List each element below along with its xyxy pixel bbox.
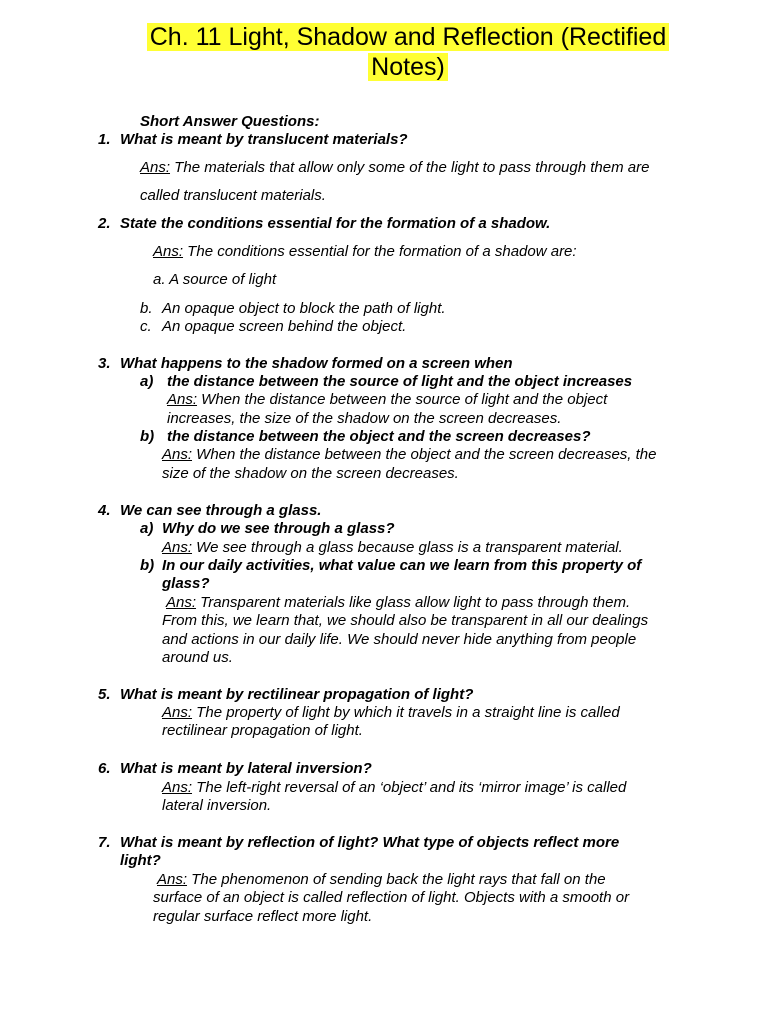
question-4a-marker: a): [140, 520, 154, 537]
question-5-answer: [162, 704, 620, 721]
question-6-number: 6.: [98, 760, 111, 777]
question-4b-text-line-2: glass?: [162, 575, 210, 592]
answer-text: The conditions essential for the formation of a shadow are:: [183, 243, 577, 260]
question-7-answer-line-2: surface of an object is called reflection of light. Objects with a smooth or: [153, 889, 630, 906]
question-6-text: What is meant by lateral inversion?: [120, 760, 372, 777]
answer-text: The property of light by which it travels in a straight line is called: [192, 704, 620, 721]
answer-label: Ans:: [157, 871, 188, 888]
question-2-item-c: An opaque screen behind the object.: [162, 318, 407, 335]
answer-label: Ans:: [162, 779, 193, 796]
question-4-number: 4.: [98, 502, 111, 519]
title-line-1: Ch. 11 Light, Shadow and Reflection (Rectified: [147, 23, 670, 51]
question-3b-answer: [162, 446, 656, 463]
answer-text: We see through a glass because glass is a transparent material.: [192, 539, 623, 556]
question-5-number: 5.: [98, 686, 111, 703]
question-5-answer-line-2: rectilinear propagation of light.: [162, 722, 363, 739]
answer-label: Ans:: [162, 704, 193, 721]
question-6-answer: [162, 779, 626, 796]
question-2-item-b: An opaque object to block the path of light.: [162, 300, 446, 317]
page-title: [130, 22, 686, 82]
question-7-answer: [157, 871, 606, 888]
answer-label: Ans:: [166, 594, 197, 611]
question-4b-answer-line-4: around us.: [162, 649, 233, 666]
question-3b-text: the distance between the object and the screen decreases?: [167, 428, 591, 445]
question-3b-answer-line-2: size of the shadow on the screen decreases.: [162, 465, 459, 482]
answer-text: The left-right reversal of an ‘object’ and its ‘mirror image’ is called: [192, 779, 627, 796]
question-7-text-line-2: light?: [120, 852, 161, 869]
question-2-item-a: a. A source of light: [153, 271, 277, 288]
question-5-text: What is meant by rectilinear propagation of light?: [120, 686, 474, 703]
question-4-text: We can see through a glass.: [120, 502, 322, 519]
question-7-text: What is meant by reflection of light? What type of objects reflect more: [120, 834, 620, 851]
answer-text: Transparent materials like glass allow light to pass through them.: [196, 594, 631, 611]
question-4b-answer: [166, 594, 630, 611]
question-3-text: What happens to the shadow formed on a screen when: [120, 355, 513, 372]
answer-text: When the distance between the source of light and the object: [197, 391, 608, 408]
answer-text: When the distance between the object and the screen decreases, the: [192, 446, 657, 463]
question-3a-text: the distance between the source of light and the object increases: [167, 373, 633, 390]
question-2-answer: [153, 243, 577, 260]
question-1-number: 1.: [98, 131, 111, 148]
question-4b-answer-line-2: From this, we learn that, we should also be transparent in all our dealings: [162, 612, 649, 629]
question-4a-text: Why do we see through a glass?: [162, 520, 395, 537]
question-4b-text: In our daily activities, what value can we learn from this property of: [162, 557, 642, 574]
question-1-answer: [140, 159, 649, 176]
question-2-item-b-marker: b.: [140, 300, 153, 317]
answer-text: The phenomenon of sending back the light rays that fall on the: [187, 871, 606, 888]
question-3a-answer: [167, 391, 607, 408]
question-3b-marker: b): [140, 428, 155, 445]
question-3-number: 3.: [98, 355, 111, 372]
question-2-number: 2.: [98, 215, 111, 232]
answer-text: The materials that allow only some of the light to pass through them are: [170, 159, 650, 176]
section-heading: Short Answer Questions:: [140, 113, 320, 130]
question-4b-marker: b): [140, 557, 155, 574]
question-1-answer-line-2: called translucent materials.: [140, 187, 326, 204]
question-3a-answer-line-2: increases, the size of the shadow on the screen decreases.: [167, 410, 562, 427]
question-7-answer-line-3: regular surface reflect more light.: [153, 908, 373, 925]
question-6-answer-line-2: lateral inversion.: [162, 797, 272, 814]
question-1-text: What is meant by translucent materials?: [120, 131, 408, 148]
answer-label: Ans:: [140, 159, 171, 176]
question-2-item-c-marker: c.: [140, 318, 152, 335]
title-line-2: Notes): [368, 53, 448, 81]
question-4a-answer: [162, 539, 623, 556]
answer-label: Ans:: [153, 243, 184, 260]
question-2-text: State the conditions essential for the formation of a shadow.: [120, 215, 551, 232]
answer-label: Ans:: [162, 539, 193, 556]
answer-label: Ans:: [162, 446, 193, 463]
question-3a-marker: a): [140, 373, 154, 390]
question-7-number: 7.: [98, 834, 111, 851]
answer-label: Ans:: [167, 391, 198, 408]
question-4b-answer-line-3: and actions in our daily life. We should never hide anything from people: [162, 631, 637, 648]
